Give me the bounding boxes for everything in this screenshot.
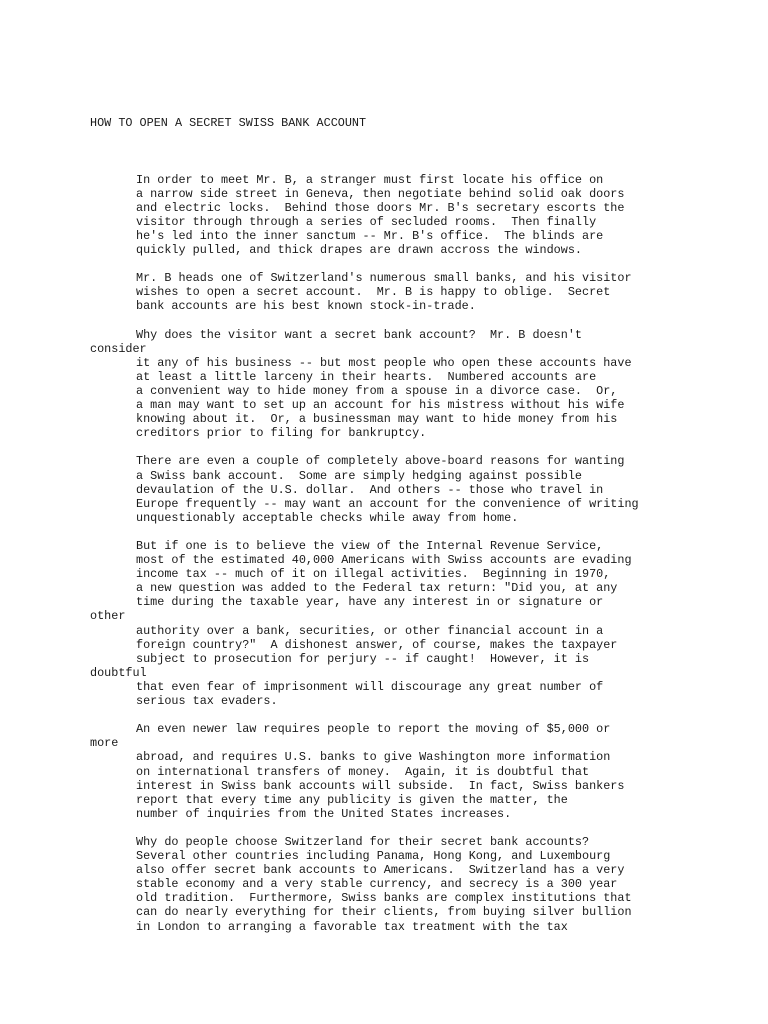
paragraph [90,454,750,524]
text-line: In order to meet Mr. B, a stranger must first locate his office on [136,172,604,187]
text-line: time during the taxable year, have any interest in or signature or [136,595,604,610]
text-line: a Swiss bank account. Some are simply hedging against possible [136,468,582,483]
text-line: Europe frequently -- may want an account for the convenience of writing [136,496,639,511]
text-line: on international transfers of money. Again, it is doubtful that [136,764,590,779]
text-line: he's led into the inner sanctum -- Mr. B's office. The blinds are [136,228,604,243]
text-line: consider [90,341,147,356]
text-line: other [90,609,126,624]
text-line: more [90,736,119,751]
text-line: a convenient way to hide money from a spouse in a divorce case. Or, [136,383,618,398]
paragraph-list [90,173,750,934]
text-line: There are even a couple of completely above-board reasons for wanting [136,454,625,469]
text-line: But if one is to believe the view of the Internal Revenue Service, [136,539,604,553]
document-body [90,88,750,976]
text-line: that even fear of imprisonment will discourage any great number of [136,679,604,694]
paragraph [90,271,750,313]
document-title: HOW TO OPEN A SECRET SWISS BANK ACCOUNT [90,116,367,131]
text-line: and electric locks. Behind those doors Mr. B's secretary escorts the [136,200,625,215]
text-line: Why do people choose Switzerland for their secret bank accounts? [136,834,590,849]
paragraph [90,722,750,821]
paragraph [90,539,750,708]
text-line: report that every time any publicity is given the matter, the [136,792,568,807]
document-page [90,88,750,976]
text-line: number of inquiries from the United States increases. [136,806,512,821]
text-line: quickly pulled, and thick drapes are drawn accross the windows. [136,243,582,258]
paragraph [90,173,750,258]
text-line: Mr. B heads one of Switzerland's numerous small banks, and his visitor [136,271,632,286]
text-line: foreign country?" A dishonest answer, of course, makes the taxpayer [136,637,618,652]
text-line: wishes to open a secret account. Mr. B is happy to oblige. Secret [136,285,611,300]
text-line: Several other countries including Panama, Hong Kong, and Luxembourg [136,849,611,864]
text-line: stable economy and a very stable currency, and secrecy is a 300 year [136,877,618,892]
text-line: authority over a bank, securities, or other financial account in a [136,623,604,638]
text-line: bank accounts are his best known stock-in-trade. [136,299,476,314]
text-line: also offer secret bank accounts to Americans. Switzerland has a very [136,863,625,878]
text-line: Why does the visitor want a secret bank account? Mr. B doesn't [136,327,582,342]
text-line: devaulation of the U.S. dollar. And others -- those who travel in [136,482,604,497]
text-line: a new question was added to the Federal tax return: "Did you, at any [136,581,618,596]
text-line: can do nearly everything for their clients, from buying silver bullion [136,905,632,920]
text-line: knowing about it. Or, a businessman may want to hide money from his [136,412,618,427]
text-line: at least a little larceny in their hearts. Numbered accounts are [136,369,597,384]
text-line: subject to prosecution for perjury -- if caught! However, it is [136,651,590,666]
text-line: doubtful [90,665,147,680]
text-line: An even newer law requires people to report the moving of $5,000 or [136,722,611,737]
text-line: most of the estimated 40,000 Americans with Swiss accounts are evading [136,553,632,568]
text-line: income tax -- much of it on illegal activities. Beginning in 1970, [136,567,611,582]
text-line: unquestionably acceptable checks while away from home. [136,510,519,525]
text-line: old tradition. Furthermore, Swiss banks are complex institutions that [136,891,632,906]
text-line: in London to arranging a favorable tax treatment with the tax [136,919,568,934]
text-line: creditors prior to filing for bankruptcy. [136,426,427,441]
text-line: serious tax evaders. [136,694,278,709]
paragraph [90,328,750,441]
text-line: abroad, and requires U.S. banks to give Washington more information [136,750,611,765]
text-line: visitor through through a series of secluded rooms. Then finally [136,214,597,229]
text-line: it any of his business -- but most people who open these accounts have [136,355,632,370]
text-line: a man may want to set up an account for his mistress without his wife [136,398,625,413]
text-line: interest in Swiss bank accounts will subside. In fact, Swiss bankers [136,778,625,793]
text-line: a narrow side street in Geneva, then negotiate behind solid oak doors [136,186,625,201]
paragraph [90,835,750,934]
